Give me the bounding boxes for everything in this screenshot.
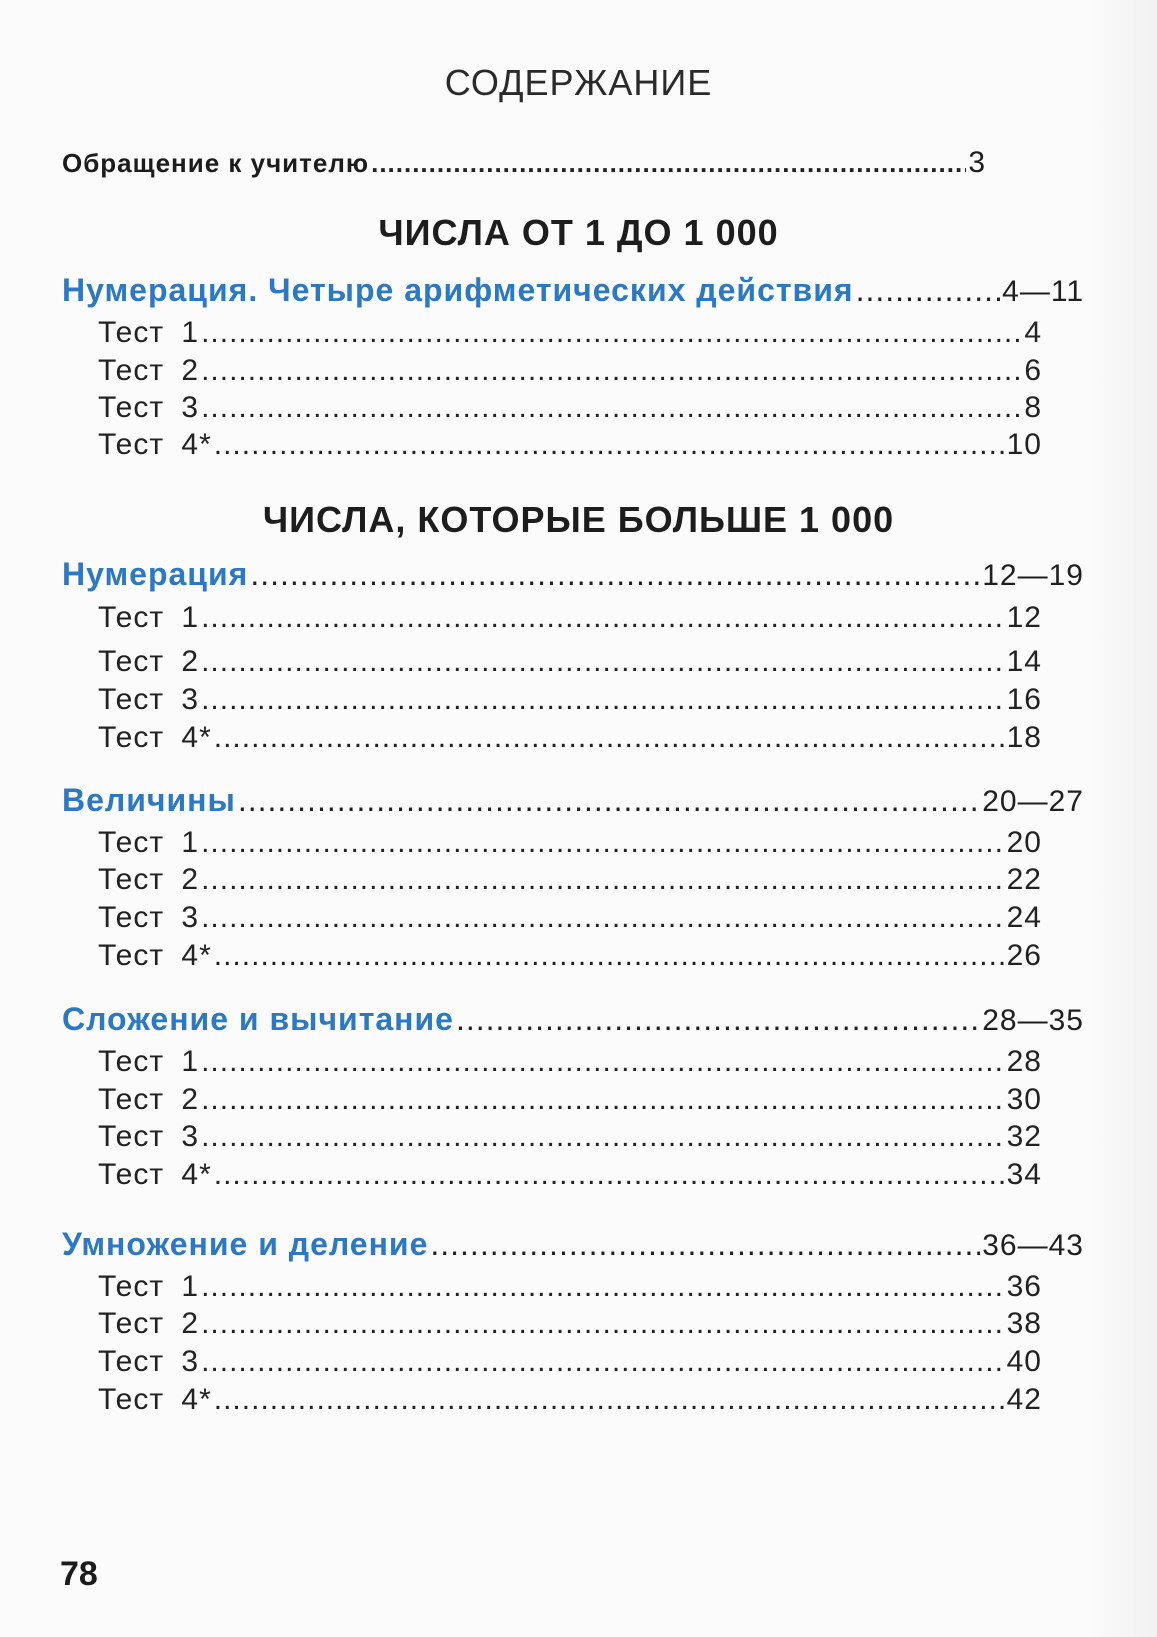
- toc-entry-test[interactable]: [98, 683, 1042, 717]
- toc-entry-label: Обращение к учителю: [62, 148, 370, 178]
- test-label: Тест 3: [98, 391, 200, 424]
- toc-entry-test[interactable]: [98, 1083, 1042, 1117]
- test-label: Тест 4*: [98, 428, 212, 461]
- test-page: 40: [1006, 1345, 1042, 1378]
- test-label: Тест 4*: [98, 1158, 212, 1191]
- test-page: 28: [1006, 1045, 1042, 1078]
- test-label: Тест 4*: [98, 939, 212, 972]
- test-page: 24: [1006, 901, 1042, 934]
- test-page: 26: [1006, 939, 1042, 972]
- toc-entry-page: 3: [968, 146, 986, 179]
- test-label: Тест 1: [98, 601, 200, 634]
- section-label: Умножение и деление: [62, 1226, 429, 1262]
- test-label: Тест 3: [98, 1345, 200, 1378]
- toc-entry-test[interactable]: [98, 939, 1042, 973]
- toc-entry-test[interactable]: [98, 601, 1042, 635]
- section-pages: 20—27: [982, 785, 1084, 818]
- leader-dots: [201, 826, 1005, 860]
- test-label: Тест 2: [98, 645, 200, 678]
- section-label: Нумерация. Четыре арифметических действия: [62, 272, 854, 308]
- test-page: 20: [1006, 826, 1042, 859]
- test-page: 38: [1006, 1307, 1042, 1340]
- section-label: Нумерация: [62, 556, 249, 592]
- test-page: 18: [1006, 721, 1042, 754]
- leader-dots: [201, 1270, 1005, 1304]
- test-label: Тест 1: [98, 1270, 200, 1303]
- toc-entry-test[interactable]: [98, 428, 1042, 462]
- leader-dots: [214, 1383, 1005, 1417]
- test-label: Тест 3: [98, 683, 200, 716]
- test-label: Тест 2: [98, 1083, 200, 1116]
- leader-dots: [250, 556, 980, 593]
- page-number: 78: [60, 1555, 98, 1593]
- test-page: 14: [1006, 645, 1042, 678]
- toc-entry-test[interactable]: [98, 1158, 1042, 1192]
- leader-dots: [201, 1307, 1005, 1341]
- leader-dots: [371, 148, 966, 179]
- test-page: 10: [1006, 428, 1042, 461]
- leader-dots: [456, 1001, 980, 1038]
- toc-entry-test[interactable]: [98, 863, 1042, 897]
- test-page: 16: [1006, 683, 1042, 716]
- section-entry[interactable]: [62, 1001, 1084, 1038]
- toc-entry-test[interactable]: [98, 316, 1042, 350]
- leader-dots: [201, 1120, 1005, 1154]
- test-page: 4: [1024, 316, 1042, 349]
- leader-dots: [201, 863, 1005, 897]
- toc-entry-test[interactable]: [98, 1307, 1042, 1341]
- test-page: 12: [1006, 601, 1042, 634]
- section-pages: 4—11: [1002, 275, 1084, 308]
- leader-dots: [214, 721, 1005, 755]
- leader-dots: [201, 1345, 1005, 1379]
- leader-dots: [201, 1083, 1005, 1117]
- leader-dots: [201, 391, 1022, 425]
- toc-entry-test[interactable]: [98, 391, 1042, 425]
- leader-dots: [201, 1045, 1005, 1079]
- section-entry[interactable]: [62, 272, 1084, 309]
- test-label: Тест 1: [98, 316, 200, 349]
- toc-entry-test[interactable]: [98, 901, 1042, 935]
- leader-dots: [201, 601, 1005, 635]
- leader-dots: [430, 1226, 980, 1263]
- toc-entry-test[interactable]: [98, 645, 1042, 679]
- section-label: Сложение и вычитание: [62, 1001, 454, 1037]
- test-label: Тест 1: [98, 826, 200, 859]
- section-entry[interactable]: [62, 1226, 1084, 1263]
- test-label: Тест 4*: [98, 1383, 212, 1416]
- leader-dots: [214, 939, 1005, 973]
- section-pages: 28—35: [982, 1004, 1084, 1037]
- test-label: Тест 1: [98, 1045, 200, 1078]
- leader-dots: [201, 645, 1005, 679]
- test-label: Тест 3: [98, 1120, 200, 1153]
- leader-dots: [856, 272, 1001, 309]
- test-page: 8: [1024, 391, 1042, 424]
- page-title: СОДЕРЖАНИЕ: [444, 62, 713, 103]
- leader-dots: [201, 354, 1022, 388]
- test-page: 34: [1006, 1158, 1042, 1191]
- leader-dots: [214, 428, 1005, 462]
- section-entry[interactable]: [62, 782, 1084, 819]
- test-page: 32: [1006, 1120, 1042, 1153]
- section-entry[interactable]: [62, 556, 1084, 593]
- toc-entry-test[interactable]: [98, 1270, 1042, 1304]
- toc-entry-intro[interactable]: [62, 146, 986, 180]
- leader-dots: [238, 782, 980, 819]
- section-label: Величины: [62, 782, 236, 818]
- test-page: 30: [1006, 1083, 1042, 1116]
- test-label: Тест 2: [98, 863, 200, 896]
- test-page: 22: [1006, 863, 1042, 896]
- test-page: 6: [1024, 354, 1042, 387]
- part-heading: ЧИСЛА, КОТОРЫЕ БОЛЬШЕ 1 000: [262, 499, 895, 540]
- toc-entry-test[interactable]: [98, 1383, 1042, 1417]
- leader-dots: [201, 901, 1005, 935]
- toc-entry-test[interactable]: [98, 354, 1042, 388]
- test-label: Тест 2: [98, 354, 200, 387]
- toc-entry-test[interactable]: [98, 1345, 1042, 1379]
- section-pages: 36—43: [982, 1229, 1084, 1262]
- leader-dots: [214, 1158, 1005, 1192]
- test-page: 42: [1006, 1383, 1042, 1416]
- leader-dots: [201, 316, 1022, 350]
- leader-dots: [201, 683, 1005, 717]
- test-label: Тест 3: [98, 901, 200, 934]
- test-label: Тест 4*: [98, 721, 212, 754]
- section-pages: 12—19: [982, 559, 1084, 592]
- test-page: 36: [1006, 1270, 1042, 1303]
- toc-entry-test[interactable]: [98, 1045, 1042, 1079]
- test-label: Тест 2: [98, 1307, 200, 1340]
- part-heading: ЧИСЛА ОТ 1 ДО 1 000: [378, 212, 779, 253]
- toc-entry-test[interactable]: [98, 721, 1042, 755]
- toc-entry-test[interactable]: [98, 1120, 1042, 1154]
- toc-entry-test[interactable]: [98, 826, 1042, 860]
